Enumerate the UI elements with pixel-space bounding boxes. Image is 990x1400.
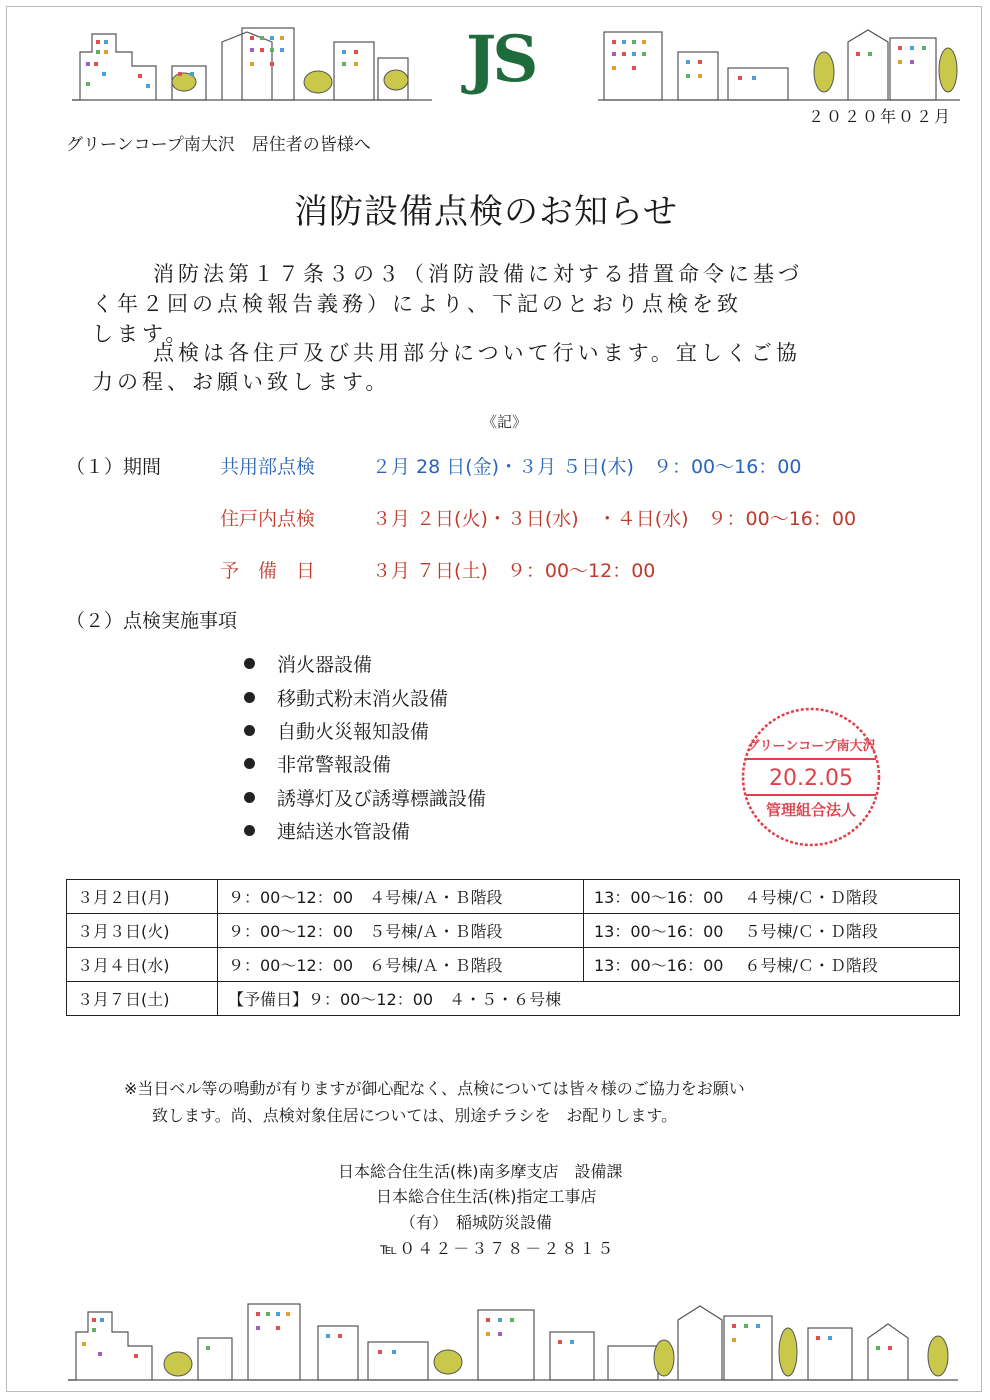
intro-line: く年２回の点検報告義務）により、下記のとおり点検を致 (92, 292, 742, 316)
period-value-unit: ３月 ２日(火)・３日(水) ・４日(水) ９：00〜16：00 (372, 508, 857, 530)
schedule-date: ３月４日(水) (67, 948, 218, 982)
bullet-icon (244, 758, 255, 769)
stamp-line2: 20.2.05 (769, 766, 853, 791)
list-item-label: 連結送水管設備 (277, 821, 411, 843)
logo: JS (466, 22, 535, 97)
table-row (67, 914, 960, 948)
bullet-icon (244, 792, 255, 803)
schedule-date: ３月２日(月) (67, 880, 218, 914)
page-title: 消防設備点検のお知らせ (294, 192, 678, 232)
table-row (67, 948, 960, 982)
schedule-am: ９：00〜12：00 ５号棟/Ａ・Ｂ階段 (218, 914, 584, 948)
stamp-line3: 管理組合法人 (765, 801, 857, 819)
period-label-common: 共用部点検 (220, 456, 316, 478)
schedule-table (66, 879, 960, 1016)
bullet-icon (244, 658, 255, 669)
city-illustration-top-right (598, 22, 960, 102)
issue-date: ２０２０年０２月 (808, 107, 953, 126)
period-heading: （１）期間 (66, 456, 162, 478)
period-label-unit: 住戸内点検 (220, 508, 316, 530)
bullet-icon (244, 725, 255, 736)
company-line: 日本総合住生活(株)指定工事店 (376, 1187, 597, 1206)
intro-line: 力の程、お願い致します。 (92, 370, 391, 394)
schedule-date: ３月３日(火) (67, 914, 218, 948)
table-row (67, 982, 960, 1016)
list-item (244, 750, 391, 777)
list-item-label: 移動式粉末消火設備 (277, 688, 449, 710)
list-item-label: 非常警報設備 (277, 754, 392, 776)
bullet-icon (244, 692, 255, 703)
recipient-line: グリーンコープ南大沢 居住者の皆様へ (66, 135, 371, 155)
note-line: 致します。尚、点検対象住居については、別途チラシを お配りします。 (152, 1106, 678, 1125)
ki-mark: 《記》 (482, 413, 528, 431)
list-item (244, 784, 486, 811)
bullet-icon (244, 825, 255, 836)
intro-line: 消防法第１７条３の３（消防設備に対する措置命令に基づ (128, 262, 803, 286)
period-value-reserve: ３月 ７日(土) ９：00〜12：00 (372, 560, 656, 582)
intro-line: します。 (92, 322, 191, 346)
city-illustration-bottom (68, 1298, 958, 1382)
table-row (67, 880, 960, 914)
schedule-pm: 13：00〜16：00 ４号棟/Ｃ・Ｄ階段 (584, 880, 960, 914)
seal-stamp (736, 702, 886, 852)
company-line: （有） 稲城防災設備 (400, 1213, 553, 1232)
schedule-date: ３月７日(土) (67, 982, 218, 1016)
schedule-pm: 13：00〜16：00 ６号棟/Ｃ・Ｄ階段 (584, 948, 960, 982)
list-item-label: 自動火災報知設備 (277, 721, 430, 743)
schedule-reserve: 【予備日】９：00〜12：00 ４・５・６号棟 (218, 982, 960, 1016)
list-item (244, 650, 372, 677)
note-line: ※当日ベル等の鳴動が有りますが御心配なく、点検については皆々様のご協力をお願い (124, 1079, 745, 1098)
list-item (244, 684, 448, 711)
list-item-label: 誘導灯及び誘導標識設備 (277, 788, 487, 810)
company-phone: ℡０４２－３７８－２８１５ (380, 1239, 616, 1258)
schedule-am: ９：00〜12：00 ４号棟/Ａ・Ｂ階段 (218, 880, 584, 914)
list-item (244, 817, 410, 844)
company-line: 日本総合住生活(株)南多摩支店 設備課 (338, 1162, 623, 1181)
stamp-line1: グリーンコープ南大沢 (746, 739, 876, 754)
list-item-label: 消火器設備 (277, 654, 373, 676)
items-heading: （２）点検実施事項 (66, 610, 238, 632)
city-illustration-top-left (72, 22, 432, 102)
intro-line: 点検は各住戸及び共用部分について行います。宜しくご協 (128, 341, 801, 365)
schedule-am: ９：00〜12：00 ６号棟/Ａ・Ｂ階段 (218, 948, 584, 982)
period-value-common: ２月 28 日(金)・３月 ５日(木) ９：00〜16：00 (372, 456, 802, 478)
period-label-reserve: 予 備 日 (220, 560, 316, 582)
list-item (244, 717, 429, 744)
schedule-pm: 13：00〜16：00 ５号棟/Ｃ・Ｄ階段 (584, 914, 960, 948)
